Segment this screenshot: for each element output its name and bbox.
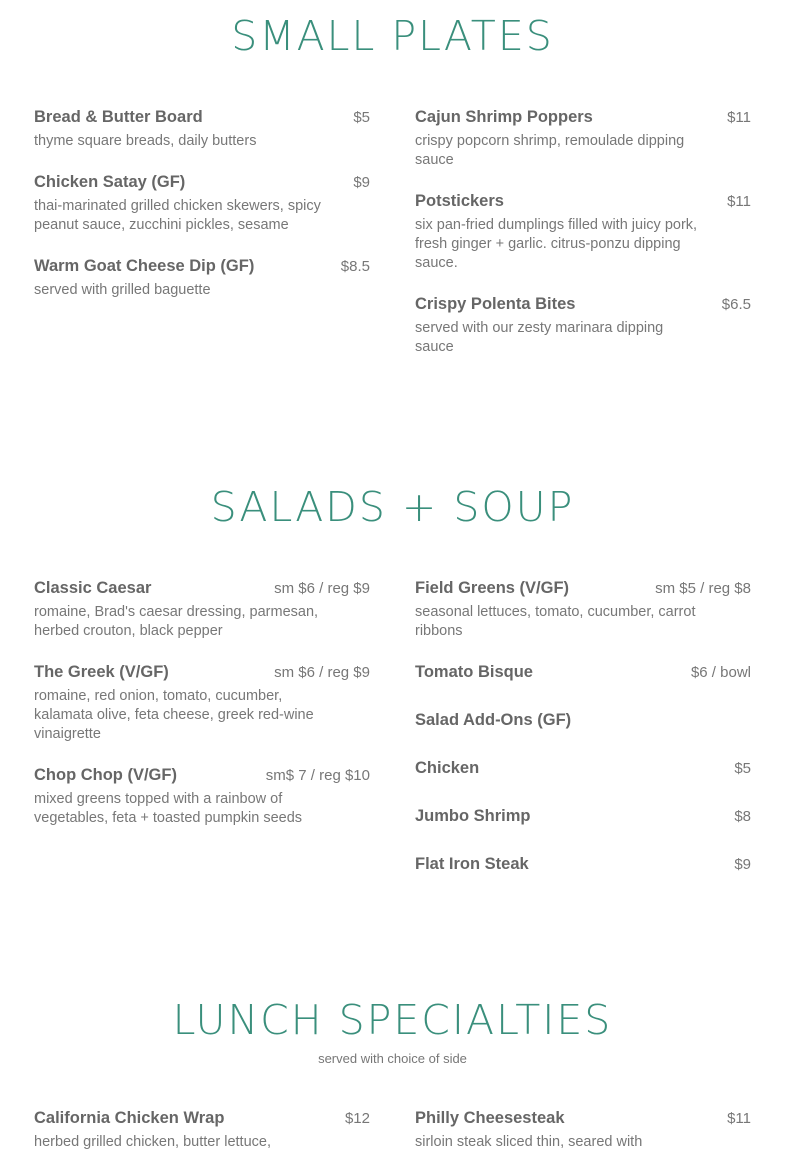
menu-item-name: Bread & Butter Board bbox=[34, 108, 203, 126]
menu-item bbox=[415, 579, 751, 641]
menu-item-price: $11 bbox=[727, 1110, 751, 1127]
menu-item-price: $11 bbox=[727, 193, 751, 210]
menu-item-header bbox=[415, 295, 751, 314]
menu-item bbox=[34, 1109, 370, 1152]
menu-item-name: Salad Add-Ons (GF) bbox=[415, 711, 572, 729]
menu-item bbox=[34, 766, 370, 828]
menu-item-price: $9 bbox=[734, 856, 751, 873]
menu-item-header bbox=[34, 579, 370, 598]
menu-item-price: sm $6 / reg $9 bbox=[274, 664, 370, 681]
menu-item-description: sirloin steak sliced thin, seared with bbox=[415, 1134, 643, 1150]
menu-item-name: Tomato Bisque bbox=[415, 663, 533, 681]
menu-item-description: six pan-fried dumplings filled with juicy pork, fresh ginger + garlic. citrus-ponzu dipping sauce. bbox=[415, 217, 698, 271]
menu-item bbox=[415, 807, 751, 826]
section-subtitle: served with choice of side bbox=[318, 1051, 467, 1066]
menu-item-header bbox=[34, 108, 370, 127]
menu-item-description: thyme square breads, daily butters bbox=[34, 133, 257, 149]
menu-item-name: Warm Goat Cheese Dip (GF) bbox=[34, 257, 255, 275]
menu-item-description: romaine, red onion, tomato, cucumber, kalamata olive, feta cheese, greek red-wine vinaigrette bbox=[34, 688, 314, 742]
menu-item-name: Chop Chop (V/GF) bbox=[34, 766, 177, 784]
menu-item-header bbox=[34, 1109, 370, 1128]
menu-item-header bbox=[415, 108, 751, 127]
menu-item-name: Chicken bbox=[415, 759, 480, 777]
menu-item bbox=[34, 257, 370, 300]
menu-item-name: Potstickers bbox=[415, 192, 504, 210]
menu-column-left bbox=[34, 1109, 370, 1174]
menu-item-price: $6 / bowl bbox=[690, 664, 751, 681]
menu-item-name: Jumbo Shrimp bbox=[415, 807, 531, 825]
menu-item-price: $8.5 bbox=[340, 258, 370, 275]
menu-item-name: California Chicken Wrap bbox=[34, 1109, 225, 1127]
menu-item-price: $11 bbox=[727, 109, 751, 126]
menu-item-price: sm$ 7 / reg $10 bbox=[265, 767, 370, 784]
menu-item-header bbox=[34, 663, 370, 682]
menu-item bbox=[415, 663, 751, 682]
menu-item-header bbox=[415, 759, 751, 778]
menu-item bbox=[34, 173, 370, 235]
menu-column-right bbox=[415, 1109, 751, 1174]
menu-column-left bbox=[34, 579, 370, 850]
menu-item-description: crispy popcorn shrimp, remoulade dipping sauce bbox=[415, 133, 685, 168]
menu-item-name: Cajun Shrimp Poppers bbox=[415, 108, 593, 126]
menu-column-left bbox=[34, 108, 370, 322]
menu-item-header bbox=[415, 579, 751, 598]
menu-item-name: Chicken Satay (GF) bbox=[34, 173, 186, 191]
menu-item bbox=[415, 711, 751, 730]
menu-item-header bbox=[415, 711, 751, 730]
menu-item-description: served with our zesty marinara dipping sauce bbox=[415, 320, 664, 355]
menu-item-name: Philly Cheesesteak bbox=[415, 1109, 565, 1127]
menu-column-right bbox=[415, 108, 751, 379]
menu-item-name: Crispy Polenta Bites bbox=[415, 295, 576, 313]
menu-item bbox=[415, 295, 751, 357]
menu-item bbox=[415, 108, 751, 170]
menu-item-description: served with grilled baguette bbox=[34, 282, 211, 298]
menu-item-name: Flat Iron Steak bbox=[415, 855, 529, 873]
menu-item-header bbox=[415, 807, 751, 826]
menu-item bbox=[34, 108, 370, 151]
section-title: SMALL PLATES bbox=[231, 12, 554, 60]
menu-item bbox=[415, 1109, 751, 1152]
menu-item-description: thai-marinated grilled chicken skewers, spicy peanut sauce, zucchini pickles, sesame bbox=[34, 198, 321, 233]
menu-item-name: Classic Caesar bbox=[34, 579, 152, 597]
menu-item-price: sm $6 / reg $9 bbox=[274, 580, 370, 597]
menu-item-price: $8 bbox=[734, 808, 751, 825]
menu-item-header bbox=[415, 663, 751, 682]
menu-item-description: seasonal lettuces, tomato, cucumber, carrot ribbons bbox=[415, 604, 696, 639]
menu-item-price: $5 bbox=[734, 760, 751, 777]
menu-item bbox=[34, 663, 370, 744]
menu-item-price: $12 bbox=[344, 1110, 370, 1127]
section-small-plates bbox=[0, 12, 785, 60]
section-lunch-specialties bbox=[0, 996, 785, 1066]
menu-item bbox=[415, 759, 751, 778]
menu-item-header bbox=[415, 855, 751, 874]
menu-item-header bbox=[415, 1109, 751, 1128]
menu-item-description: romaine, Brad's caesar dressing, parmesan, herbed crouton, black pepper bbox=[34, 604, 319, 639]
menu-item-name: Field Greens (V/GF) bbox=[415, 579, 570, 597]
menu-item bbox=[415, 192, 751, 273]
section-title: LUNCH SPECIALTIES bbox=[172, 996, 613, 1044]
menu-item-header bbox=[34, 257, 370, 276]
menu-item-price: $5 bbox=[353, 109, 370, 126]
section-title: SALADS + SOUP bbox=[210, 483, 575, 531]
menu-item bbox=[34, 579, 370, 641]
menu-item-description: mixed greens topped with a rainbow of vegetables, feta + toasted pumpkin seeds bbox=[34, 791, 303, 826]
menu-item-name: The Greek (V/GF) bbox=[34, 663, 169, 681]
menu-item-price: sm $5 / reg $8 bbox=[655, 580, 751, 597]
menu-item bbox=[415, 855, 751, 874]
menu-item-header bbox=[34, 173, 370, 192]
section-salads-soup bbox=[0, 483, 785, 531]
menu-item-header bbox=[415, 192, 751, 211]
menu-item-price: $6.5 bbox=[721, 296, 751, 313]
menu-item-description: herbed grilled chicken, butter lettuce, bbox=[34, 1134, 271, 1150]
menu-item-header bbox=[34, 766, 370, 785]
menu-column-right bbox=[415, 579, 751, 903]
menu-item-price: $9 bbox=[353, 174, 370, 191]
